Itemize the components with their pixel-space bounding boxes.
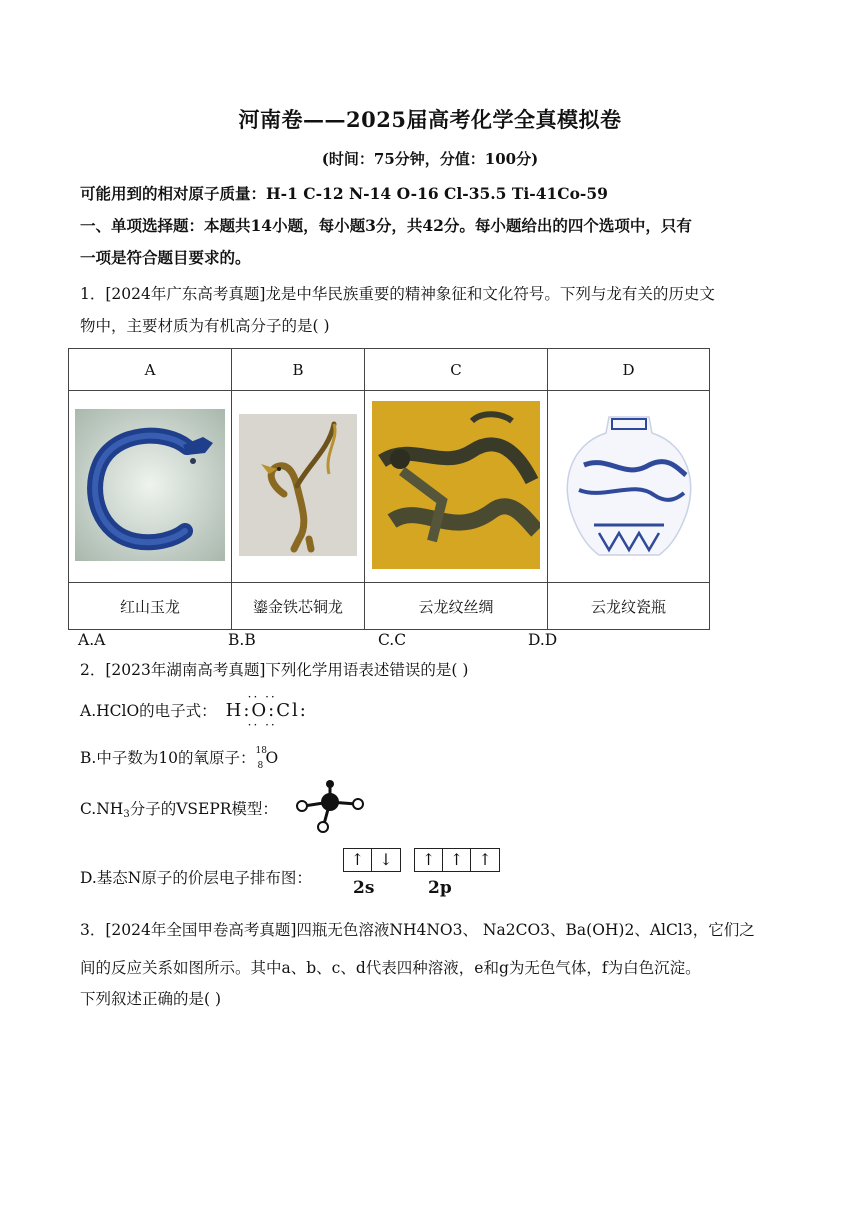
orbital-diagram [343,848,500,872]
image-cell-c [365,391,548,583]
section-heading-line1: 一、单项选择题：本题共14小题，每小题3分，共42分。每小题给出的四个选项中，只有 [80,216,692,235]
choice-d[interactable]: D.D [528,631,558,649]
atomic-masses: 可能用到的相对原子质量：H-1 C-12 N-14 O-16 Cl-35.5 Ti-41Co-59 [80,184,608,203]
col-header-b: B [232,349,365,391]
chem-baoh2: Ba(OH)2 [565,921,635,939]
col-header-c: C [365,349,548,391]
vsepr-model-image [290,780,370,836]
hclo-electron-formula: H:O:Cl: ·· ·· ·· ·· [225,690,308,732]
q3-stem-line1: 3．[2024年全国甲卷高考真题]四瓶无色溶液NH4NO3、 Na2CO3、Ba(OH)2、AlCl3，它们之 [80,921,755,939]
image-cell-a [69,391,232,583]
page-title: 河南卷——2025届高考化学全真模拟卷 [238,107,622,132]
jade-dragon-image [75,409,225,561]
q2-option-a: A.HClO的电子式： H:O:Cl: ·· ·· ·· ·· [80,690,308,732]
col-header-d: D [548,349,710,391]
col-header-a: A [69,349,232,391]
orbital-2p-box: ↑ ↑ ↑ [414,848,500,872]
orbital-2s-label: 2s [353,878,375,898]
q2-option-c: $C.NH_3$分子的VSEPR模型： [80,800,278,820]
choice-a[interactable]: A.A [78,631,106,649]
chem-nh4no3: NH4NO3 [389,921,463,939]
choice-b[interactable]: B.B [228,631,256,649]
exam-info: (时间：75分钟，分值：100分) [321,150,539,168]
nh3-formula: $NH_3$ [96,800,130,820]
caption-c: 云龙纹丝绸 [365,583,548,630]
q2-stem: 2．[2023年湖南高考真题]下列化学用语表述错误的是( ) [80,661,469,679]
caption-b: 鎏金铁芯铜龙 [232,583,365,630]
q2-option-d: D.基态N原子的价层电子排布图： [80,869,312,887]
porcelain-vase-image [554,405,704,565]
caption-a: 红山玉龙 [69,583,232,630]
orbital-2s-box: ↑ ↓ [343,848,401,872]
q1-stem-line1: 1．[2024年广东高考真题]龙是中华民族重要的精神象征和文化符号。下列与龙有关的历史文 [80,285,715,303]
q1-choices [78,629,678,651]
q1-options-table [68,348,710,630]
q2-option-b: B.中子数为10的氧原子： 18 8 O [80,746,279,771]
caption-d: 云龙纹瓷瓶 [548,583,710,630]
gilt-dragon-image [239,414,357,556]
choice-c[interactable]: C.C [378,631,407,649]
q1-stem-line2: 物中，主要材质为有机高分子的是( ) [80,317,330,335]
image-cell-b [232,391,365,583]
section-heading-line2: 一项是符合题目要求的。 [80,248,251,267]
silk-dragon-image [372,401,540,569]
hclo-formula: HClO [96,702,140,720]
q3-stem-line2: 间的反应关系如图所示。其中a、b、c、d代表四种溶液，e和g为无色气体，f为白色沉淀。 [80,959,701,977]
oxygen-isotope: 18 8 O [255,746,279,771]
q3-stem-line3: 下列叙述正确的是( ) [80,990,222,1008]
orbital-2p-label: 2p [428,878,452,898]
chem-alcl3: AlCl3 [649,921,693,939]
image-cell-d [548,391,710,583]
chem-na2co3: Na2CO3 [482,921,551,939]
